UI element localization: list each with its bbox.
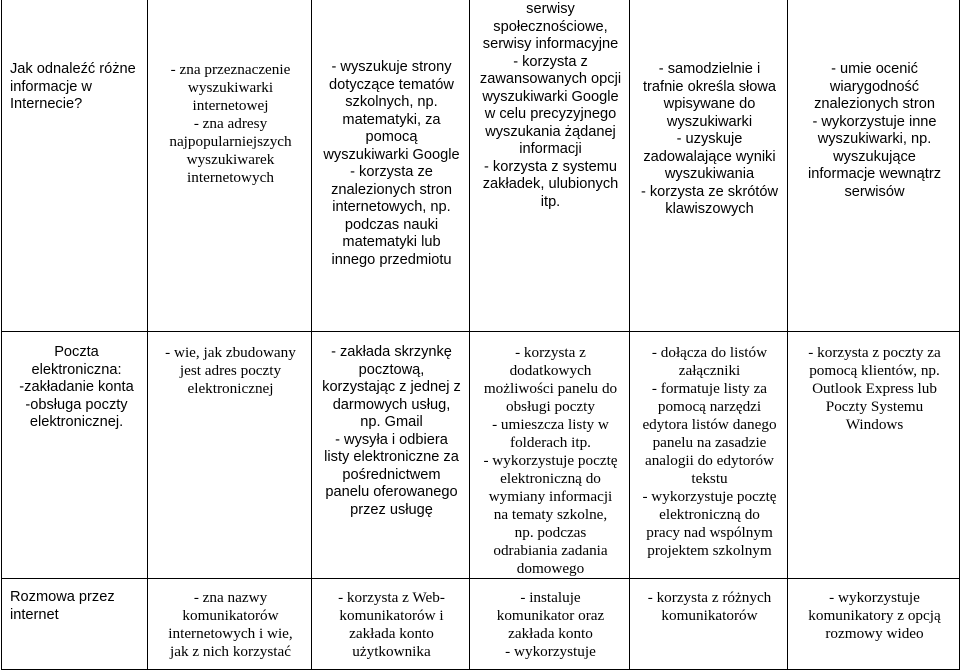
competency-table (1, 0, 960, 670)
requirement-cell-level-2 (312, 332, 470, 579)
topic-cell (2, 579, 148, 670)
requirement-cell-level-4 (630, 579, 788, 670)
requirement-text: - korzysta z różnych komunikatorów (647, 589, 772, 624)
table-row-internet-search (2, 0, 960, 332)
requirement-cell-level-3 (470, 579, 630, 670)
table-row-email (2, 332, 960, 579)
table-row-internet-chat (2, 579, 960, 670)
requirement-cell-level-1 (148, 579, 312, 670)
requirement-cell-level-2 (312, 579, 470, 670)
requirement-cell-level-2 (312, 0, 470, 332)
requirement-cell-level-4 (630, 0, 788, 332)
requirement-cell-level-1 (148, 332, 312, 579)
requirement-cell-level-5 (788, 579, 960, 670)
requirement-cell-level-3 (470, 0, 630, 332)
topic-cell (2, 332, 148, 579)
requirement-text: - zna przeznaczenie wyszukiwarki internetowej - zna adresy najpopularniejszych wyszukiwarek internetowych (169, 61, 292, 186)
topic-cell (2, 0, 148, 332)
requirement-text: - samodzielnie i trafnie określa słowa wpisywane do wyszukiwarki - uzyskuje zadowalające wyniki wyszukiwania - korzysta ze skrótów klawiszowych (640, 61, 779, 217)
requirement-text: - wykorzystuje komunikatory z opcją rozmowy wideo (808, 589, 941, 642)
topic-text: Jak odnaleźć różne informacje w Internecie? (10, 61, 136, 112)
requirement-cell-level-5 (788, 332, 960, 579)
topic-text: Poczta elektroniczna: -zakładanie konta -obsługa poczty elektronicznej. (19, 344, 134, 430)
requirement-text: - umie ocenić wiarygodność znalezionych stron - wykorzystuje inne wyszukiwarki, np. wyszukujące informacje wewnątrz serwisów (807, 61, 941, 200)
requirement-text: - zna nazwy komunikatorów internetowych i wie, jak z nich korzystać (168, 589, 293, 660)
requirement-cell-level-4 (630, 332, 788, 579)
requirement-text: - korzysta z dodatkowych możliwości panelu do obsługi poczty - umieszcza listy w folderach itp. - wykorzystuje pocztę elektroniczną do wymiany informacji na tematy szkolne, np. podczas odrabiania zadania domowego (483, 344, 618, 577)
requirement-cell-level-1 (148, 0, 312, 332)
topic-text: Rozmowa przez internet (10, 589, 115, 623)
requirement-text: - instaluje komunikator oraz zakłada konto - wykorzystuje (496, 589, 605, 660)
requirement-cell-level-3 (470, 332, 630, 579)
requirement-cell-level-5 (788, 0, 960, 332)
requirement-text: - zakłada skrzynkę pocztową, korzystając z jednej z darmowych usług, np. Gmail - wysyła i odbiera listy elektroniczne za pośrednictwem panelu oferowanego przez usługę (322, 344, 461, 518)
requirement-text: serwisy społecznościowe, serwisy informacyjne - korzysta z zawansowanych opcji wyszukiwarki Google w celu precyzyjnego wyszukania żądanej informacji - korzysta z systemu zakładek, ulubionych itp. (479, 1, 622, 210)
requirement-text: - korzysta z poczty za pomocą klientów, np. Outlook Express lub Poczty Systemu Windows (808, 344, 941, 433)
requirement-text: - korzysta z Web- komunikatorów i zakłada konto użytkownika (338, 589, 445, 660)
requirement-text: - wie, jak zbudowany jest adres poczty elektronicznej (165, 344, 296, 397)
requirement-text: - wyszukuje strony dotyczące tematów szkolnych, np. matematyki, za pomocą wyszukiwarki Google - korzysta ze znalezionych stron internetowych, np. podczas nauki matematyki lub innego przedmiotu (323, 59, 460, 268)
requirement-text: - dołącza do listów załączniki - formatuje listy za pomocą narzędzi edytora listów danego panelu na zasadzie analogii do edytorów tekstu - wykorzystuje pocztę elektroniczną do pracy nad wspólnym projektem szkolnym (642, 344, 777, 559)
